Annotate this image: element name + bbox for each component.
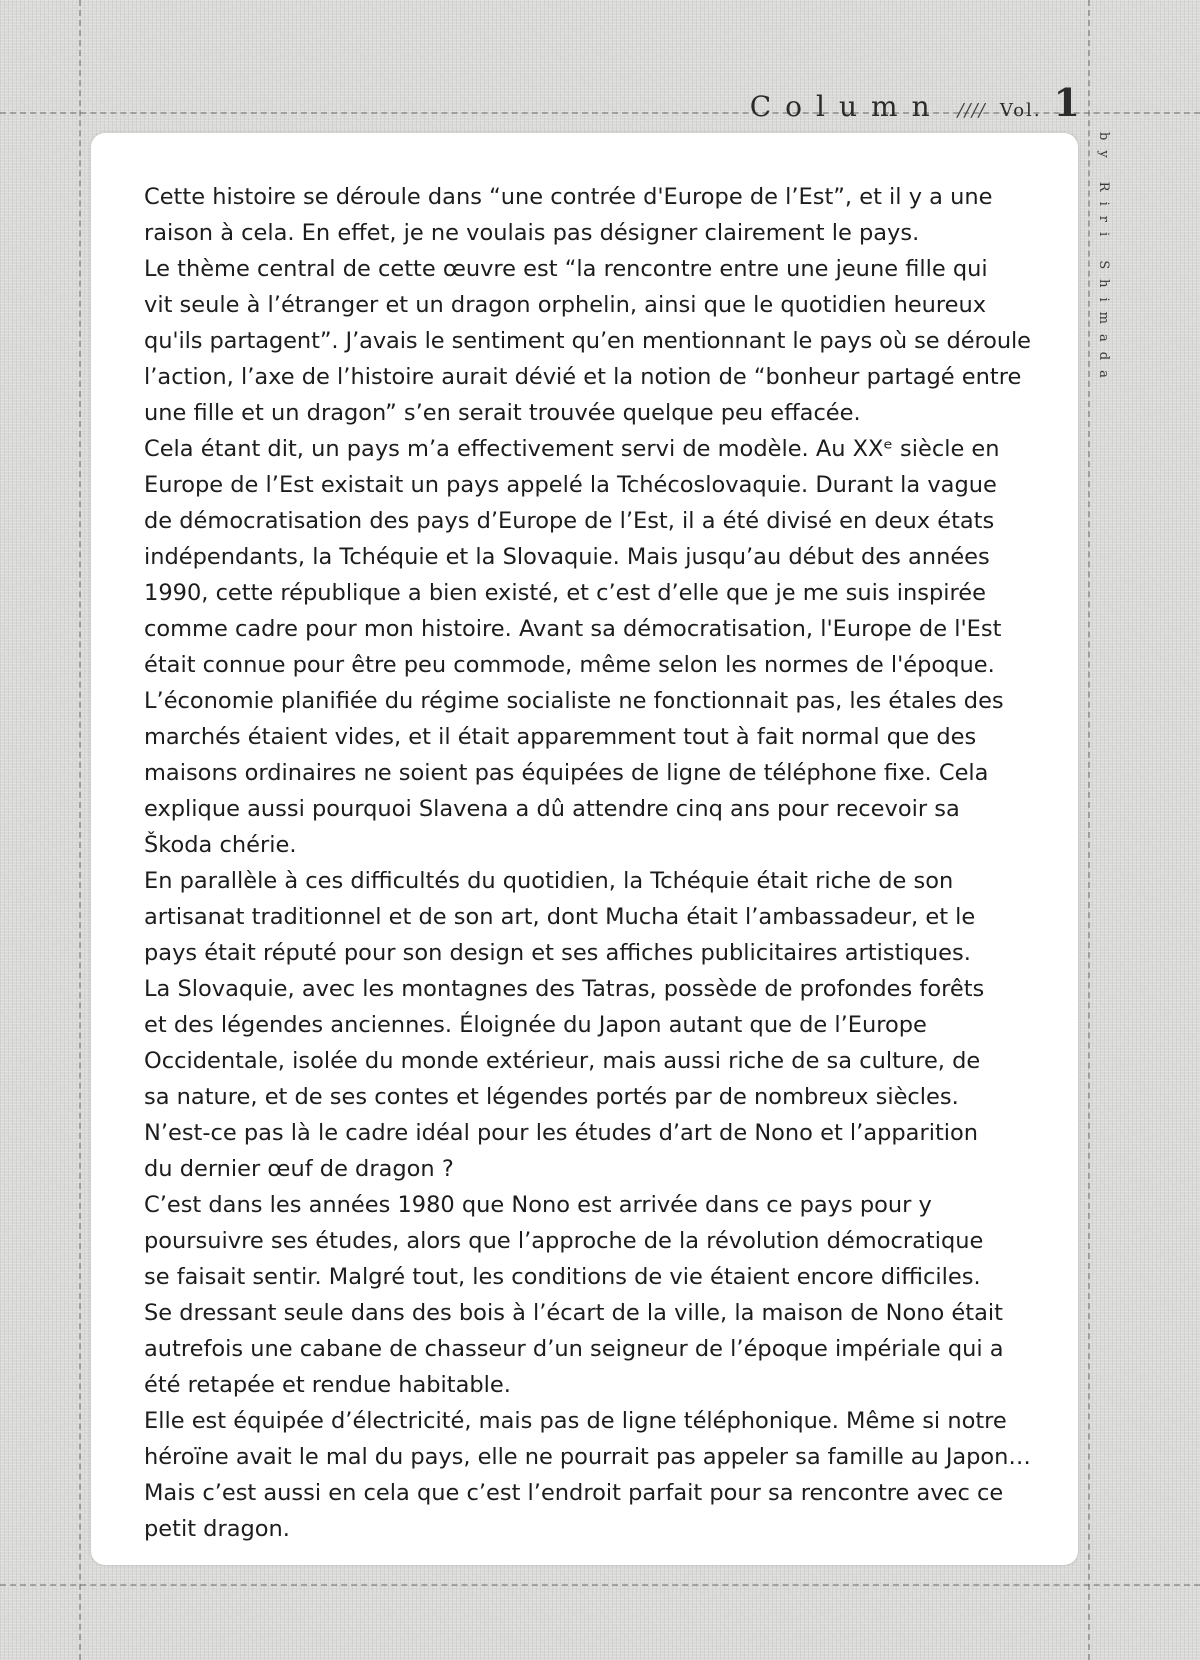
decorative-slashes: //// bbox=[957, 100, 986, 121]
text-line: L’économie planifiée du régime socialiste ne fonctionnait pas, les étales des bbox=[144, 688, 1004, 714]
column-card bbox=[91, 133, 1078, 1565]
text-line: C’est dans les années 1980 que Nono est arrivée dans ce pays pour y bbox=[144, 1192, 932, 1218]
text-line: été retapée et rendue habitable. bbox=[144, 1372, 511, 1398]
text-line: raison à cela. En effet, je ne voulais pas désigner clairement le pays. bbox=[144, 220, 920, 246]
paragraph bbox=[144, 179, 1031, 251]
text-line: comme cadre pour mon histoire. Avant sa démocratisation, l'Europe de l'Est bbox=[144, 616, 1002, 642]
column-body bbox=[144, 179, 1031, 1547]
text-line: Cela étant dit, un pays m’a effectivement servi de modèle. Au XXᵉ siècle en bbox=[144, 436, 1000, 462]
text-line: sa nature, et de ses contes et légendes portés par de nombreux siècles. bbox=[144, 1084, 959, 1110]
text-line: petit dragon. bbox=[144, 1516, 290, 1542]
text-line: artisanat traditionnel et de son art, dont Mucha était l’ambassadeur, et le bbox=[144, 904, 976, 930]
stitch-line-left bbox=[79, 0, 81, 1660]
text-line: indépendants, la Tchéquie et la Slovaquie. Mais jusqu’au début des années bbox=[144, 544, 990, 570]
text-line: Occidentale, isolée du monde extérieur, mais aussi riche de sa culture, de bbox=[144, 1048, 981, 1074]
column-title: Column bbox=[749, 90, 944, 123]
volume-label: Vol. bbox=[999, 100, 1042, 121]
text-line: Cette histoire se déroule dans “une contrée d'Europe de l’Est”, et il y a une bbox=[144, 184, 993, 210]
text-line: du dernier œuf de dragon ? bbox=[144, 1156, 454, 1182]
text-line: N’est-ce pas là le cadre idéal pour les études d’art de Nono et l’apparition bbox=[144, 1120, 979, 1146]
text-line: l’action, l’axe de l’histoire aurait dévié et la notion de “bonheur partagé entre bbox=[144, 364, 1022, 390]
text-line: marchés étaient vides, et il était apparemment tout à fait normal que des bbox=[144, 724, 977, 750]
stitch-line-bottom bbox=[0, 1584, 1200, 1586]
text-line: pays était réputé pour son design et ses affiches publicitaires artistiques. bbox=[144, 940, 971, 966]
text-line: autrefois une cabane de chasseur d’un seigneur de l’époque impériale qui a bbox=[144, 1336, 1004, 1362]
paragraph bbox=[144, 1187, 1031, 1295]
text-line: 1990, cette république a bien existé, et c’est d’elle que je me suis inspirée bbox=[144, 580, 986, 606]
text-line: maisons ordinaires ne soient pas équipées de ligne de téléphone fixe. Cela bbox=[144, 760, 989, 786]
text-line: poursuivre ses études, alors que l’approche de la révolution démocratique bbox=[144, 1228, 984, 1254]
text-line: La Slovaquie, avec les montagnes des Tatras, possède de profondes forêts bbox=[144, 976, 985, 1002]
column-header bbox=[750, 80, 1080, 125]
text-line: Elle est équipée d’électricité, mais pas de ligne téléphonique. Même si notre bbox=[144, 1408, 1007, 1434]
text-line: vit seule à l’étranger et un dragon orphelin, ainsi que le quotidien heureux bbox=[144, 292, 987, 318]
paragraph bbox=[144, 431, 1031, 863]
paragraph bbox=[144, 1403, 1031, 1547]
text-line: Europe de l’Est existait un pays appelé la Tchécoslovaquie. Durant la vague bbox=[144, 472, 997, 498]
volume-number: 1 bbox=[1053, 80, 1080, 125]
text-line: se faisait sentir. Malgré tout, les conditions de vie étaient encore difficiles. bbox=[144, 1264, 981, 1290]
author-byline: by Riri Shimada bbox=[1096, 132, 1111, 388]
text-line: une fille et un dragon” s’en serait trouvée quelque peu effacée. bbox=[144, 400, 861, 426]
text-line: de démocratisation des pays d’Europe de l’Est, il a été divisé en deux états bbox=[144, 508, 995, 534]
paragraph bbox=[144, 251, 1031, 431]
text-line: Le thème central de cette œuvre est “la rencontre entre une jeune fille qui bbox=[144, 256, 988, 282]
text-line: héroïne avait le mal du pays, elle ne pourrait pas appeler sa famille au Japon… bbox=[144, 1444, 1031, 1470]
stitch-line-right bbox=[1088, 0, 1090, 1660]
text-line: Se dressant seule dans des bois à l’écart de la ville, la maison de Nono était bbox=[144, 1300, 1003, 1326]
text-line: qu'ils partagent”. J’avais le sentiment qu’en mentionnant le pays où se déroule bbox=[144, 328, 1031, 354]
text-line: Mais c’est aussi en cela que c’est l’endroit parfait pour sa rencontre avec ce bbox=[144, 1480, 1004, 1506]
text-line: explique aussi pourquoi Slavena a dû attendre cinq ans pour recevoir sa bbox=[144, 796, 960, 822]
text-line: et des légendes anciennes. Éloignée du Japon autant que de l’Europe bbox=[144, 1012, 927, 1038]
text-line: En parallèle à ces difficultés du quotidien, la Tchéquie était riche de son bbox=[144, 868, 954, 894]
text-line: était connue pour être peu commode, même selon les normes de l'époque. bbox=[144, 652, 995, 678]
paragraph bbox=[144, 863, 1031, 1187]
paragraph bbox=[144, 1295, 1031, 1403]
text-line: Škoda chérie. bbox=[144, 832, 297, 858]
